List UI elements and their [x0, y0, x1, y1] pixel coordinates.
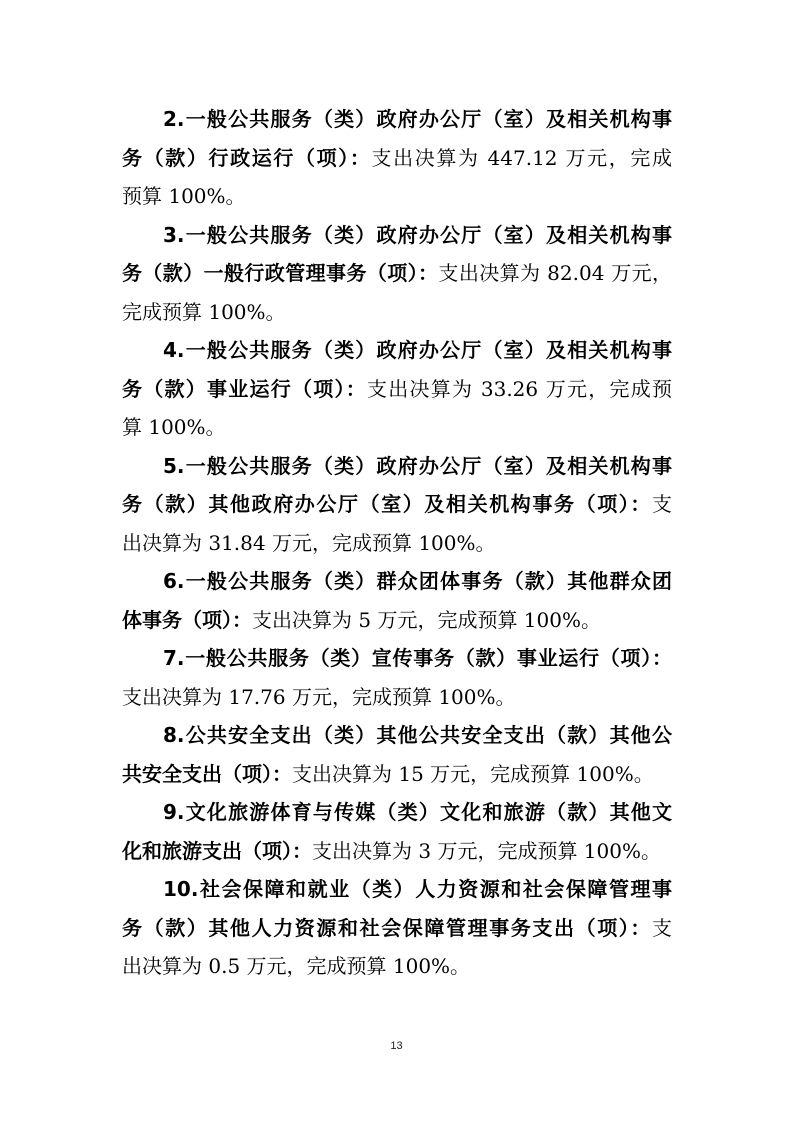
line-bold-text: 务（款）行政运行（项）：	[122, 145, 372, 170]
document-body	[122, 100, 672, 986]
paragraph-line	[122, 524, 672, 563]
line-bold-text: 5.一般公共服务（类）政府办公厅（室）及相关机构事	[163, 453, 672, 478]
paragraph-line	[122, 177, 672, 216]
paragraph-line	[122, 870, 672, 909]
paragraph-line	[122, 254, 672, 293]
line-normal-text: 预算 100%。	[122, 184, 246, 208]
paragraph-line	[122, 216, 672, 255]
paragraph-line	[122, 408, 672, 447]
line-normal-text: 完成预算 100%。	[122, 299, 286, 324]
line-normal-text: 算 100%。	[122, 415, 226, 439]
paragraph-line	[122, 832, 672, 871]
line-normal-text: 出决算为 0.5 万元，完成预算 100%。	[122, 954, 471, 978]
line-bold-text: 3.一般公共服务（类）政府办公厅（室）及相关机构事	[163, 222, 672, 247]
paragraph-line	[122, 716, 672, 755]
line-normal-text: 支出决算为 33.26 万元，完成预	[367, 376, 672, 401]
line-bold-text: 2.一般公共服务（类）政府办公厅（室）及相关机构事	[163, 107, 672, 131]
line-normal-text: 支	[652, 915, 672, 940]
paragraph-line	[122, 678, 672, 717]
line-normal-text: 支出决算为 17.76 万元，完成预算 100%。	[122, 684, 516, 709]
budget-paragraph	[122, 639, 672, 716]
line-bold-text: 体事务（项）：	[122, 607, 252, 632]
paragraph-line	[122, 755, 672, 794]
line-bold-text: 4.一般公共服务（类）政府办公厅（室）及相关机构事	[163, 338, 672, 362]
line-bold-text: 务（款）其他人力资源和社会保障管理事务支出（项）：	[122, 915, 652, 940]
paragraph-line	[122, 139, 672, 178]
line-bold-text: 6.一般公共服务（类）群众团体事务（款）其他群众团	[163, 569, 672, 593]
line-normal-text: 支	[652, 492, 672, 516]
budget-paragraph	[122, 216, 672, 332]
line-bold-text: 7.一般公共服务（类）宣传事务（款）事业运行（项）：	[163, 646, 672, 670]
line-bold-text: 共安全支出（项）：	[122, 761, 292, 786]
line-normal-text: 支出决算为 3 万元，完成预算 100%。	[312, 838, 661, 863]
budget-paragraph	[122, 100, 672, 216]
paragraph-line	[122, 639, 672, 678]
line-bold-text: 8.公共安全支出（类）其他公共安全支出（款）其他公	[163, 723, 672, 747]
line-bold-text: 务（款）一般行政管理事务（项）：	[122, 261, 439, 285]
paragraph-line	[122, 562, 672, 601]
line-bold-text: 化和旅游支出（项）：	[122, 838, 312, 863]
line-normal-text: 支出决算为 5 万元，完成预算 100%。	[252, 607, 601, 632]
paragraph-line	[122, 909, 672, 948]
paragraph-line	[122, 447, 672, 486]
line-bold-text: 9.文化旅游体育与传媒（类）文化和旅游（款）其他文	[163, 800, 672, 824]
paragraph-line	[122, 485, 672, 524]
paragraph-line	[122, 370, 672, 409]
paragraph-line	[122, 793, 672, 832]
line-normal-text: 支出决算为 447.12 万元，完成	[371, 145, 673, 170]
budget-paragraph	[122, 716, 672, 793]
line-normal-text: 支出决算为 15 万元，完成预算 100%。	[292, 761, 654, 786]
budget-paragraph	[122, 870, 672, 986]
line-bold-text: 10.社会保障和就业（类）人力资源和社会保障管理事	[163, 877, 672, 901]
line-bold-text: 务（款）其他政府办公厅（室）及相关机构事务（项）：	[122, 492, 652, 516]
paragraph-line	[122, 601, 672, 640]
budget-paragraph	[122, 447, 672, 563]
budget-paragraph	[122, 793, 672, 870]
line-normal-text: 出决算为 31.84 万元，完成预算 100%。	[122, 530, 496, 555]
budget-paragraph	[122, 562, 672, 639]
paragraph-line	[122, 331, 672, 370]
line-bold-text: 务（款）事业运行（项）：	[122, 376, 368, 401]
paragraph-line	[122, 100, 672, 139]
budget-paragraph	[122, 331, 672, 447]
page-number: 13	[390, 1040, 403, 1052]
paragraph-line	[122, 947, 672, 986]
line-normal-text: 支出决算为 82.04 万元，	[438, 261, 672, 285]
paragraph-line	[122, 293, 672, 332]
